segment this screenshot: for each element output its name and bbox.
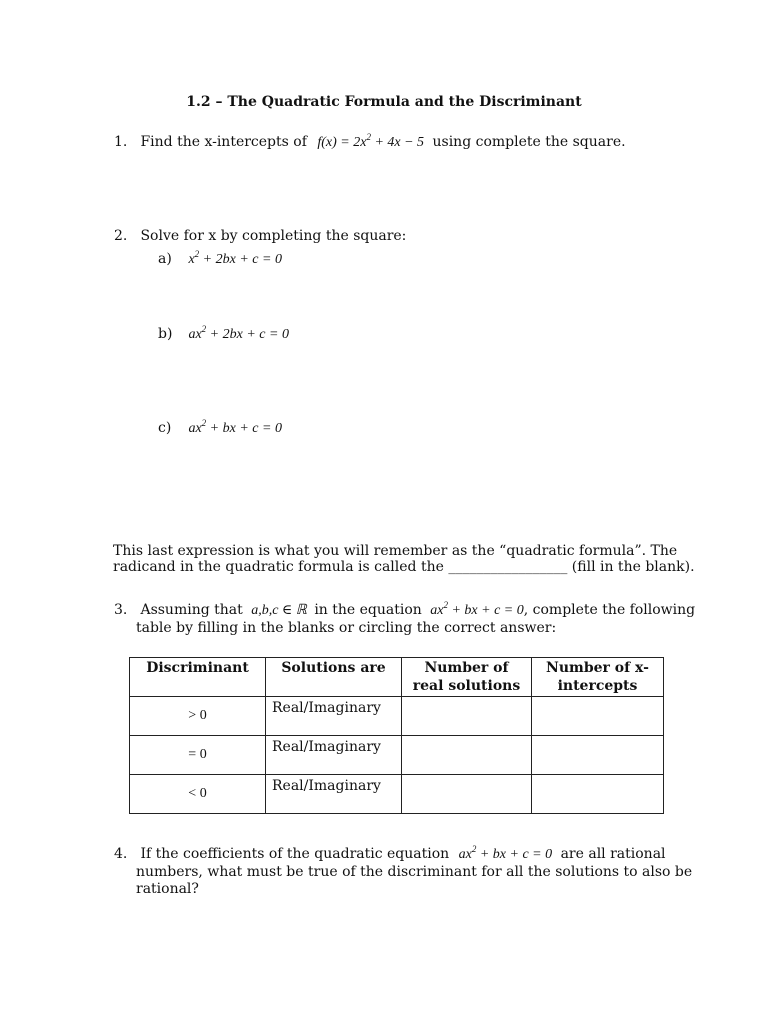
discriminant-cell: > 0 bbox=[130, 697, 266, 736]
question-number: 3. bbox=[114, 602, 128, 618]
function-equation: $f(x) = 2x^2 + 4x - 5$ bbox=[317, 132, 425, 150]
x-intercepts-blank bbox=[532, 775, 664, 814]
note-line: This last expression is what you will remember as the “quadratic formula”. The bbox=[113, 543, 678, 559]
x-intercepts-blank bbox=[532, 697, 664, 736]
question-2-part-c bbox=[158, 420, 282, 437]
part-label: c) bbox=[158, 420, 172, 436]
question-2-part-b bbox=[158, 326, 289, 343]
question-number: 4. bbox=[114, 846, 128, 862]
question-4 bbox=[114, 846, 692, 897]
solutions-cell: Real/Imaginary bbox=[266, 736, 402, 775]
note-line-blank: radicand in the quadratic formula is called the _________________ (fill in the blank). bbox=[113, 559, 695, 575]
discriminant-table bbox=[129, 657, 664, 814]
question-text: Solve for x by completing the square: bbox=[140, 228, 407, 244]
part-label: a) bbox=[158, 251, 172, 267]
part-label: b) bbox=[158, 326, 173, 342]
question-text: rational? bbox=[136, 881, 199, 897]
real-solutions-blank bbox=[402, 697, 532, 736]
column-header-real-solutions: Number of real solutions bbox=[402, 658, 532, 697]
question-text: table by filling in the blanks or circling the correct answer: bbox=[136, 620, 557, 636]
question-2 bbox=[114, 228, 406, 244]
discriminant-cell: < 0 bbox=[130, 775, 266, 814]
question-text: Assuming that bbox=[140, 602, 243, 618]
question-text: using complete the square. bbox=[432, 134, 626, 150]
table-row bbox=[130, 775, 664, 814]
solutions-cell: Real/Imaginary bbox=[266, 697, 402, 736]
question-text: If the coefficients of the quadratic equation bbox=[140, 846, 450, 862]
question-text: are all rational bbox=[560, 846, 666, 862]
table-row bbox=[130, 736, 664, 775]
real-coefficients-condition: a,b,c ∈ ℝ bbox=[251, 603, 307, 618]
column-header-discriminant: Discriminant bbox=[130, 658, 266, 697]
question-text: , complete the following bbox=[523, 602, 696, 618]
question-3 bbox=[114, 602, 695, 636]
real-solutions-blank bbox=[402, 736, 532, 775]
column-header-solutions: Solutions are bbox=[266, 658, 402, 697]
question-text: numbers, what must be true of the discriminant for all the solutions to also be bbox=[136, 864, 693, 880]
question-number: 1. bbox=[114, 134, 128, 150]
x-intercepts-blank bbox=[532, 736, 664, 775]
solutions-cell: Real/Imaginary bbox=[266, 775, 402, 814]
question-text: Find the x-intercepts of bbox=[140, 134, 307, 150]
question-text: in the equation bbox=[314, 602, 422, 618]
equation: $ax^2$ + bx + c = 0 bbox=[458, 844, 553, 862]
question-1 bbox=[114, 134, 626, 151]
equation: $ax^2$ + bx + c = 0 bbox=[188, 418, 282, 436]
page-title: 1.2 – The Quadratic Formula and the Discriminant bbox=[186, 94, 582, 110]
table-row bbox=[130, 697, 664, 736]
equation: $ax^2 + 2bx + c = 0$ bbox=[188, 324, 289, 342]
equation: $x^2 + 2bx + c = 0$ bbox=[188, 249, 282, 267]
question-2-part-a bbox=[158, 251, 282, 268]
table-header-row bbox=[130, 658, 664, 697]
question-number: 2. bbox=[114, 228, 128, 244]
equation: $ax^2$ + bx + c = 0 bbox=[430, 600, 524, 618]
real-solutions-blank bbox=[402, 775, 532, 814]
discriminant-cell: = 0 bbox=[130, 736, 266, 775]
column-header-x-intercepts: Number of x-intercepts bbox=[532, 658, 664, 697]
quadratic-formula-note bbox=[113, 543, 695, 575]
